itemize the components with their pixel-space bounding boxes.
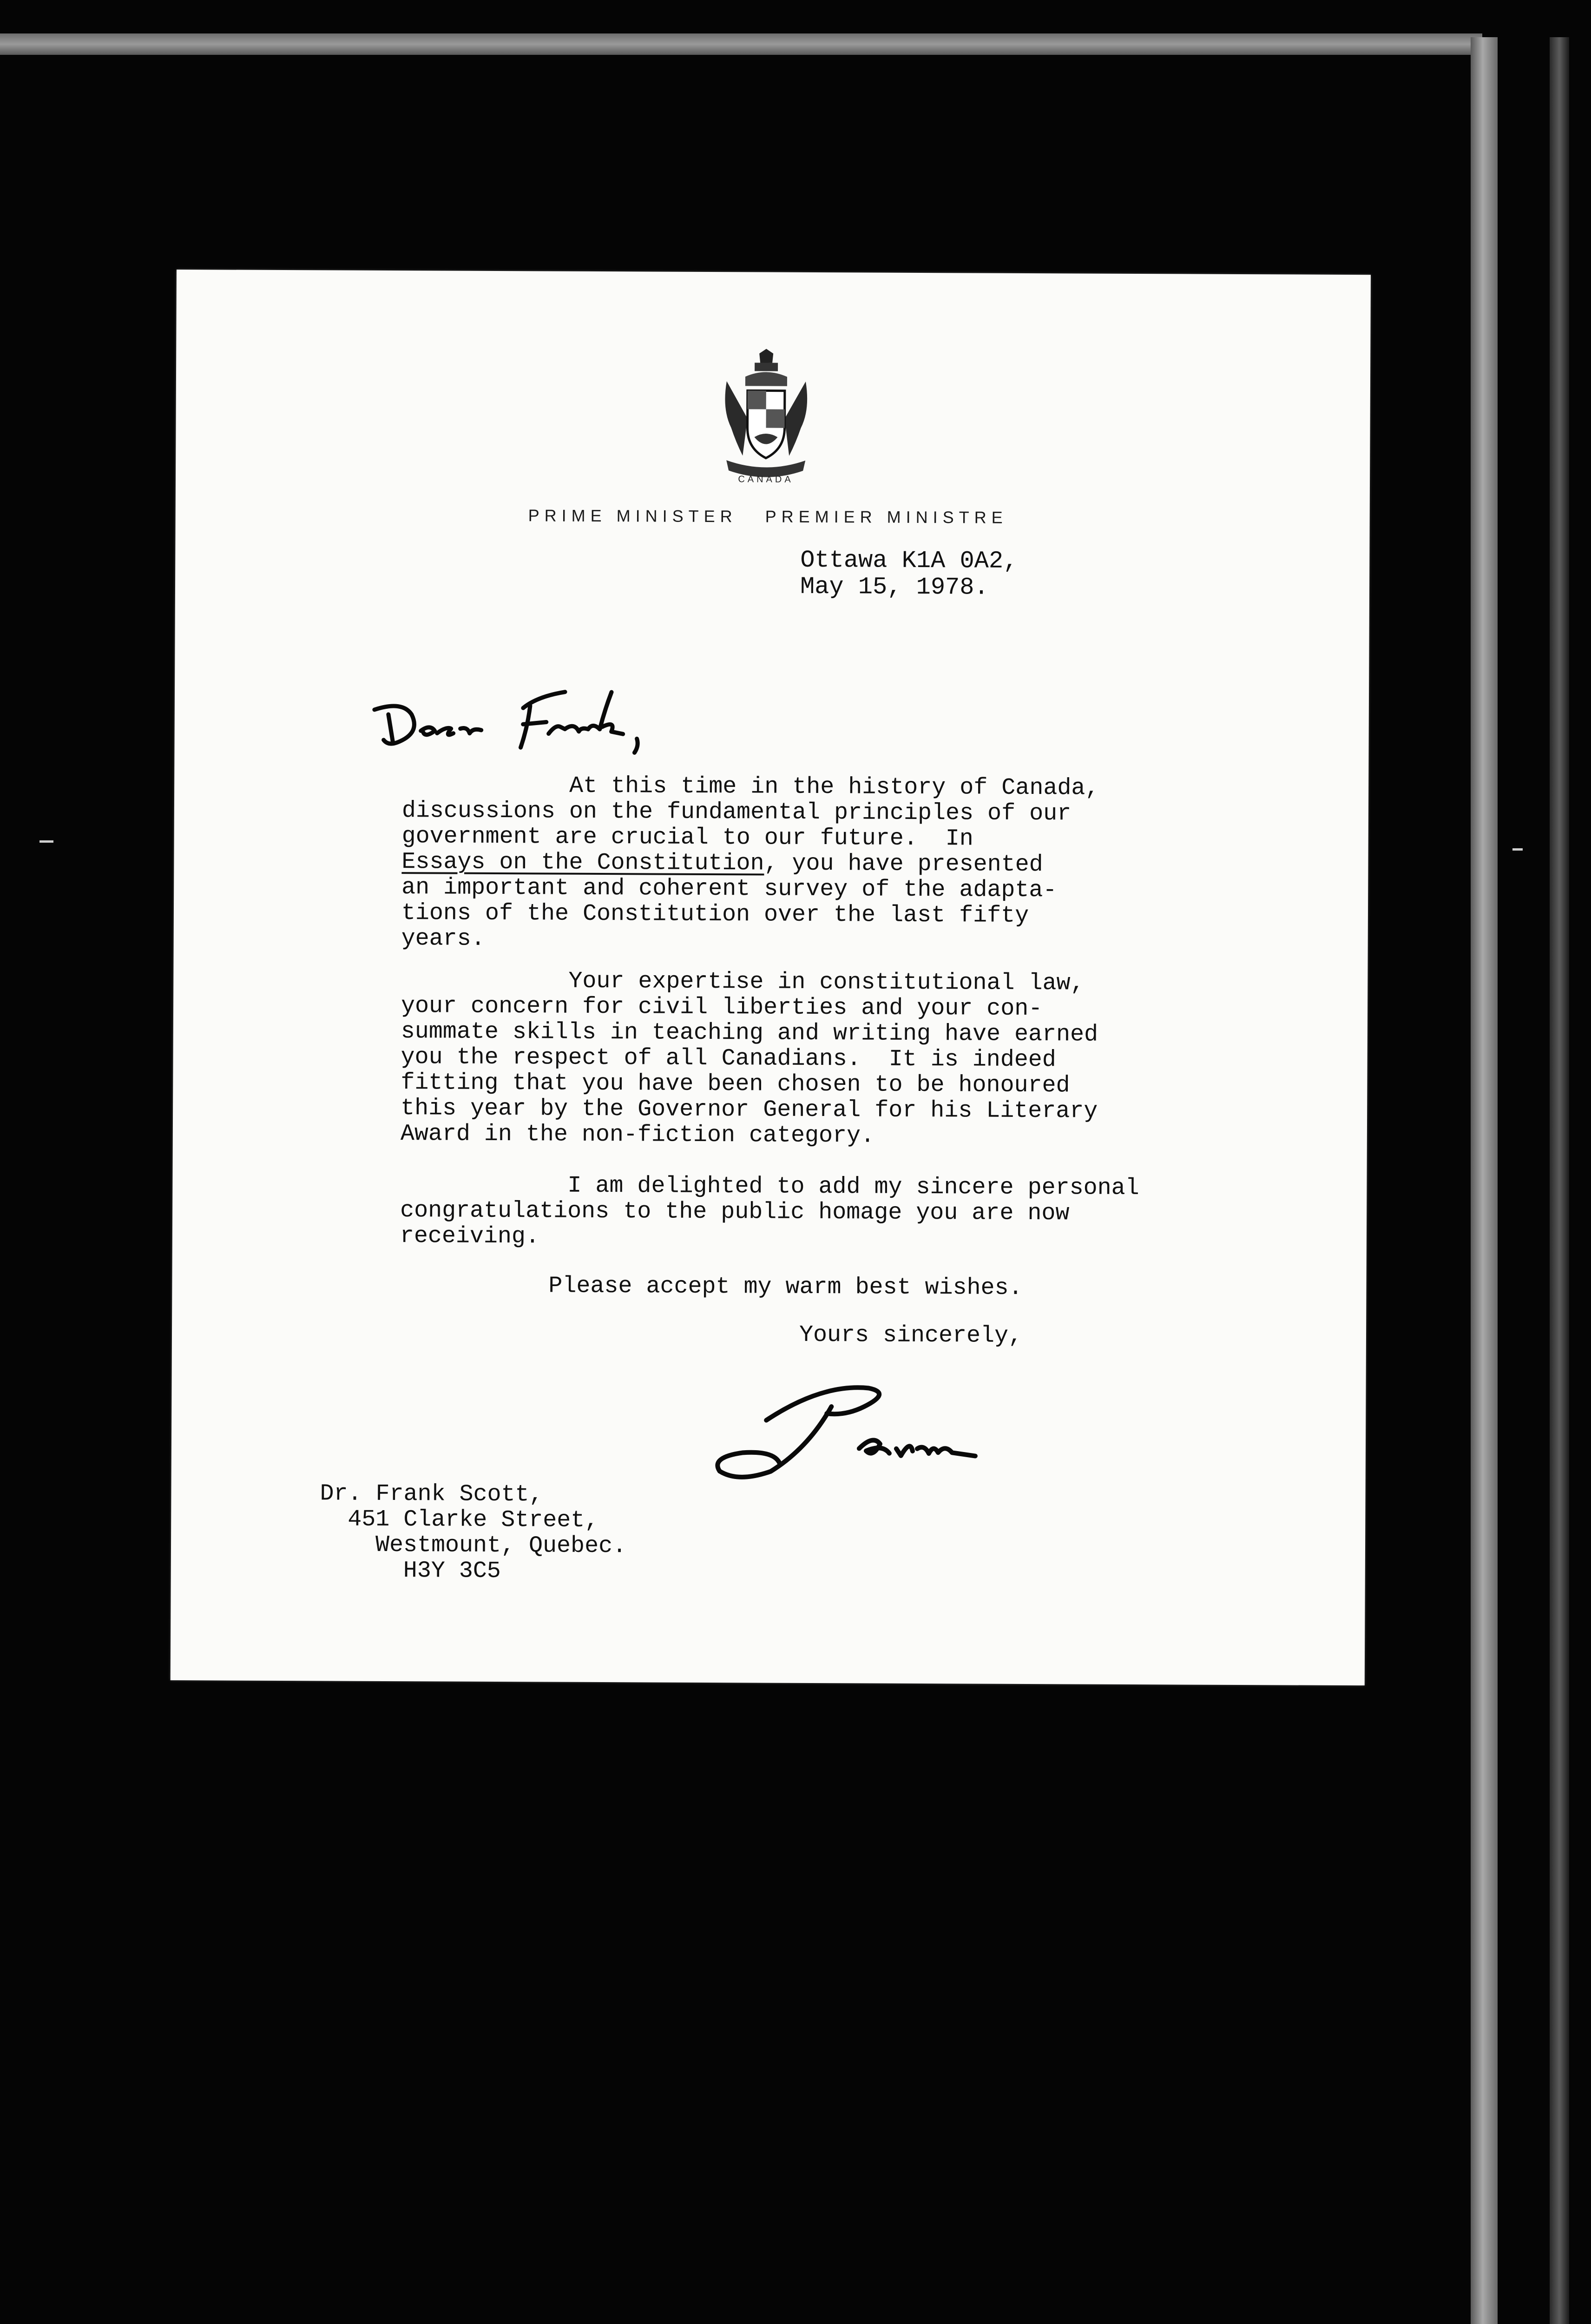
paragraph-2-line: you the respect of all Canadians. It is indeed xyxy=(401,1044,1056,1074)
paragraph-3 xyxy=(400,1172,1283,1253)
recipient-postal-code: H3Y 3C5 xyxy=(319,1557,501,1585)
paragraph-1 xyxy=(401,772,1285,955)
microfilm-frame-edge xyxy=(1550,37,1569,2324)
recipient-city: Westmount, Quebec. xyxy=(319,1532,627,1560)
letter-place: Ottawa K1A 0A2, xyxy=(800,546,1018,575)
paragraph-2-line: your concern for civil liberties and your con- xyxy=(401,993,1043,1023)
closing-wishes: Please accept my warm best wishes. xyxy=(548,1273,1023,1301)
film-speck xyxy=(39,840,53,843)
paragraph-1-line: government are crucial to our future. In xyxy=(401,823,973,852)
paragraph-3-line: I am delighted to add my sincere personal xyxy=(400,1172,1139,1202)
coat-of-arms-icon xyxy=(717,349,815,484)
microfilm-frame-top xyxy=(0,33,1482,55)
paragraph-3-line: congratulations to the public homage you are now xyxy=(400,1197,1070,1227)
handwritten-signature xyxy=(705,1369,1031,1519)
paragraph-1-line: an important and coherent survey of the adapta- xyxy=(401,874,1057,904)
complimentary-close: Yours sincerely, xyxy=(799,1321,1023,1349)
paragraph-1-line: At this time in the history of Canada, xyxy=(402,772,1099,802)
crest-caption: CANADA xyxy=(738,474,794,485)
office-french: PREMIER MINISTRE xyxy=(765,507,1008,527)
paragraph-2-line: summate skills in teaching and writing have earned xyxy=(401,1018,1098,1048)
office-english: PRIME MINISTER xyxy=(528,506,737,526)
paragraph-2 xyxy=(401,968,1284,1150)
paragraph-2-line: fitting that you have been chosen to be honoured xyxy=(401,1070,1070,1099)
film-speck xyxy=(1512,848,1523,851)
paragraph-2-line: Award in the non-fiction category. xyxy=(400,1121,875,1149)
recipient-street: 451 Clarke Street, xyxy=(320,1506,599,1534)
paragraph-2-line: this year by the Governor General for his Literary xyxy=(401,1095,1098,1125)
book-title: Essays on the Constitution xyxy=(401,849,764,877)
paragraph-1-line-rest: , you have presented xyxy=(764,850,1043,878)
paragraph-1-line: tions of the Constitution over the last fifty xyxy=(401,900,1029,930)
paragraph-3-line: receiving. xyxy=(400,1223,540,1250)
handwritten-salutation xyxy=(369,682,667,772)
microfilm-frame-right xyxy=(1471,37,1498,2324)
paragraph-1-line: discussions on the fundamental principles of our xyxy=(401,798,1072,827)
paragraph-1-line xyxy=(401,849,1284,878)
paragraph-2-line: Your expertise in constitutional law, xyxy=(401,967,1085,997)
paragraph-1-line: years. xyxy=(401,925,485,952)
letter-date: May 15, 1978. xyxy=(800,573,989,601)
recipient-address xyxy=(320,1481,627,1585)
recipient-name: Dr. Frank Scott, xyxy=(320,1480,543,1508)
letter-sheet xyxy=(171,270,1371,1685)
letterhead-office xyxy=(501,506,1035,528)
